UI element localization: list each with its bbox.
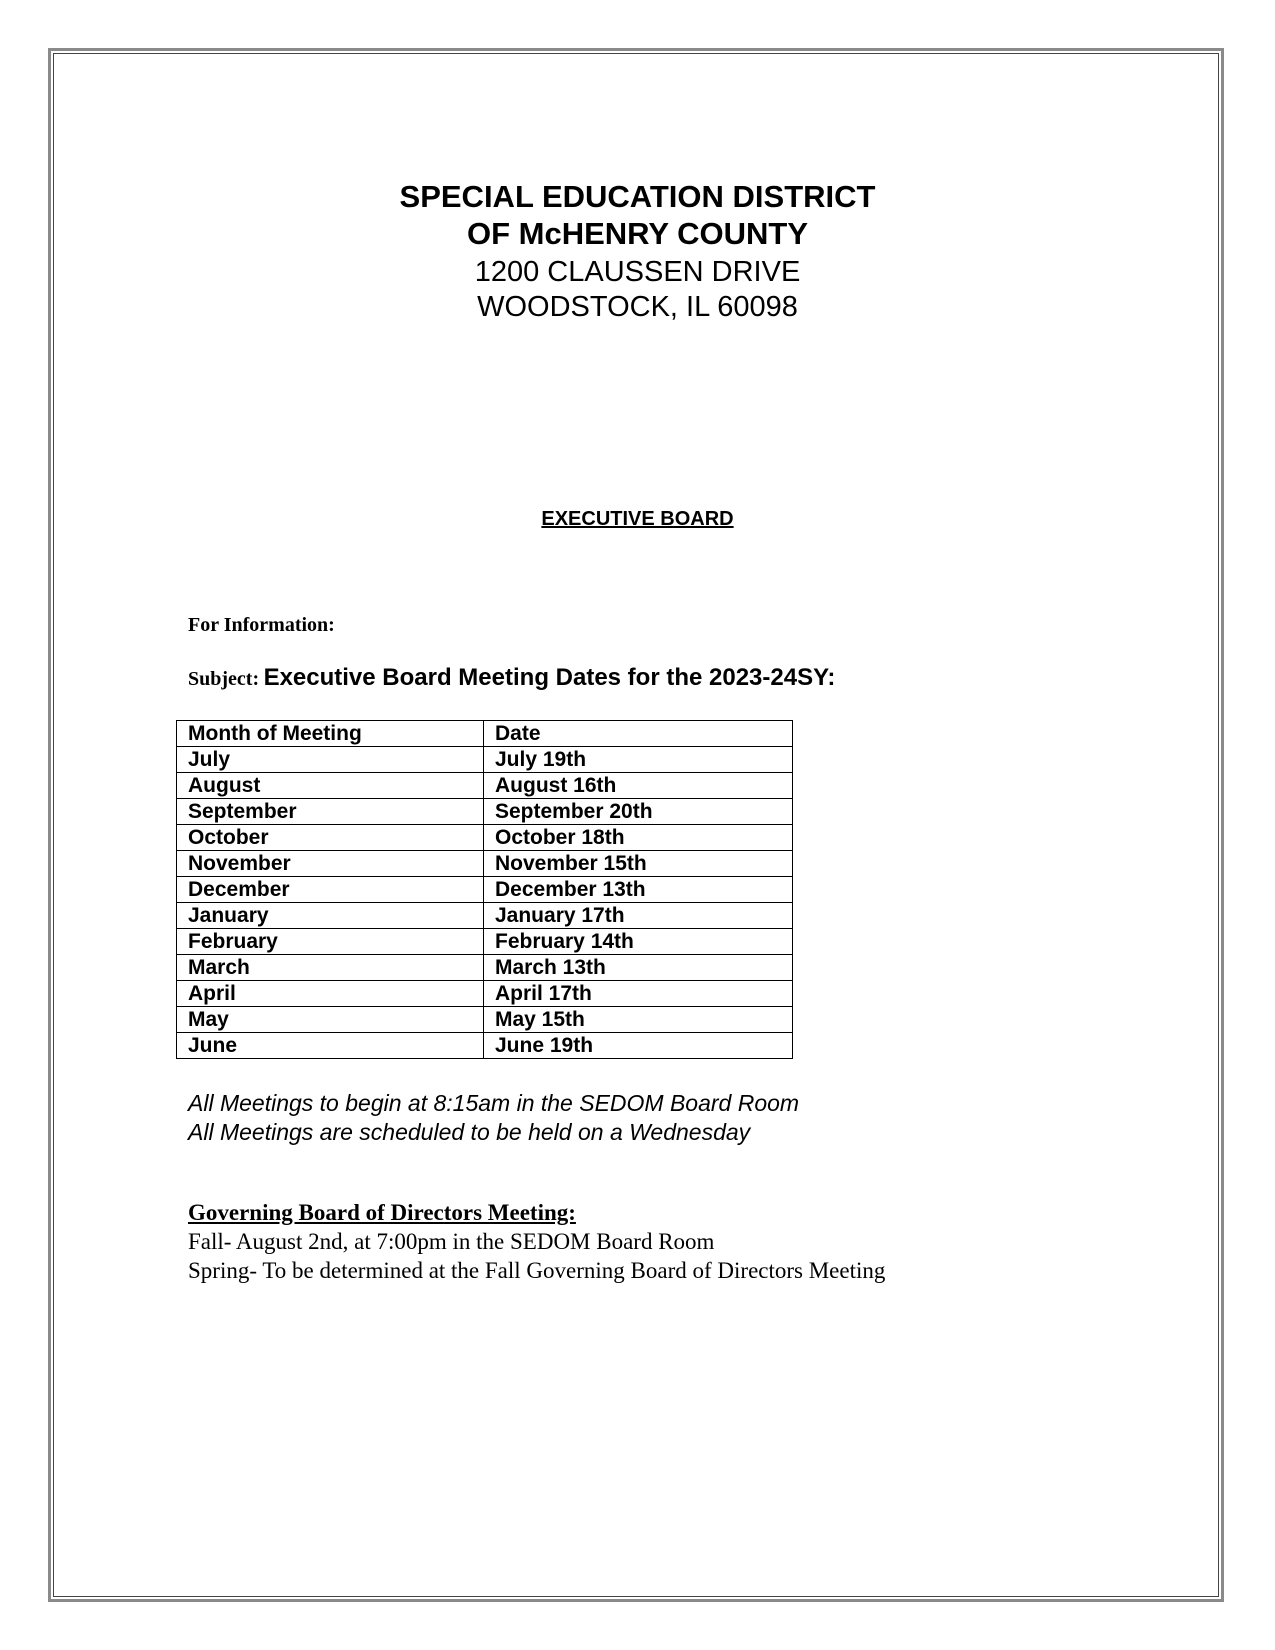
governing-board-section [188, 1198, 885, 1285]
governing-board-title: Governing Board of Directors Meeting: [188, 1200, 576, 1225]
cell-month: July [177, 747, 484, 773]
cell-date: February 14th [484, 929, 793, 955]
table-row [177, 903, 793, 929]
cell-date: April 17th [484, 981, 793, 1007]
table-row [177, 747, 793, 773]
subject-text: Executive Board Meeting Dates for the 2023-24SY: [263, 664, 836, 691]
cell-month: June [177, 1033, 484, 1059]
meeting-notes [188, 1089, 799, 1147]
cell-month: March [177, 955, 484, 981]
cell-date: June 19th [484, 1033, 793, 1059]
meeting-dates-table [176, 720, 793, 1059]
cell-date: October 18th [484, 825, 793, 851]
subject-label: Subject: [188, 668, 260, 690]
cell-month: August [177, 773, 484, 799]
governing-fall-meeting: Fall- August 2nd, at 7:00pm in the SEDOM Board Room [188, 1229, 715, 1254]
table-row [177, 981, 793, 1007]
table-row [177, 877, 793, 903]
table-row [177, 773, 793, 799]
for-information-label: For Information: [188, 614, 335, 636]
cell-date: December 13th [484, 877, 793, 903]
cell-date: August 16th [484, 773, 793, 799]
cell-date: September 20th [484, 799, 793, 825]
note-start-time: All Meetings to begin at 8:15am in the SEDOM Board Room [188, 1090, 800, 1116]
table-row [177, 851, 793, 877]
cell-month: January [177, 903, 484, 929]
table-row [177, 825, 793, 851]
address-street: 1200 CLAUSSEN DRIVE [474, 256, 801, 288]
cell-date: July 19th [484, 747, 793, 773]
table-row [177, 955, 793, 981]
table-header-row [177, 721, 793, 747]
cell-date: January 17th [484, 903, 793, 929]
cell-date: May 15th [484, 1007, 793, 1033]
cell-month: December [177, 877, 484, 903]
cell-month: April [177, 981, 484, 1007]
district-name-line1: SPECIAL EDUCATION DISTRICT [399, 179, 876, 214]
cell-month: February [177, 929, 484, 955]
table-row [177, 1007, 793, 1033]
table-row [177, 799, 793, 825]
subject-line [188, 664, 835, 692]
cell-month: November [177, 851, 484, 877]
section-title: EXECUTIVE BOARD [541, 508, 734, 530]
table-row [177, 929, 793, 955]
governing-spring-meeting: Spring- To be determined at the Fall Governing Board of Directors Meeting [188, 1258, 886, 1283]
cell-date: November 15th [484, 851, 793, 877]
district-name-line2: OF McHENRY COUNTY [466, 216, 809, 251]
table-row [177, 1033, 793, 1059]
cell-month: September [177, 799, 484, 825]
column-header-date: Date [484, 721, 793, 747]
cell-month: May [177, 1007, 484, 1033]
cell-month: October [177, 825, 484, 851]
column-header-month: Month of Meeting [177, 721, 484, 747]
cell-date: March 13th [484, 955, 793, 981]
address-city: WOODSTOCK, IL 60098 [477, 291, 798, 323]
note-weekday: All Meetings are scheduled to be held on a Wednesday [188, 1119, 751, 1145]
